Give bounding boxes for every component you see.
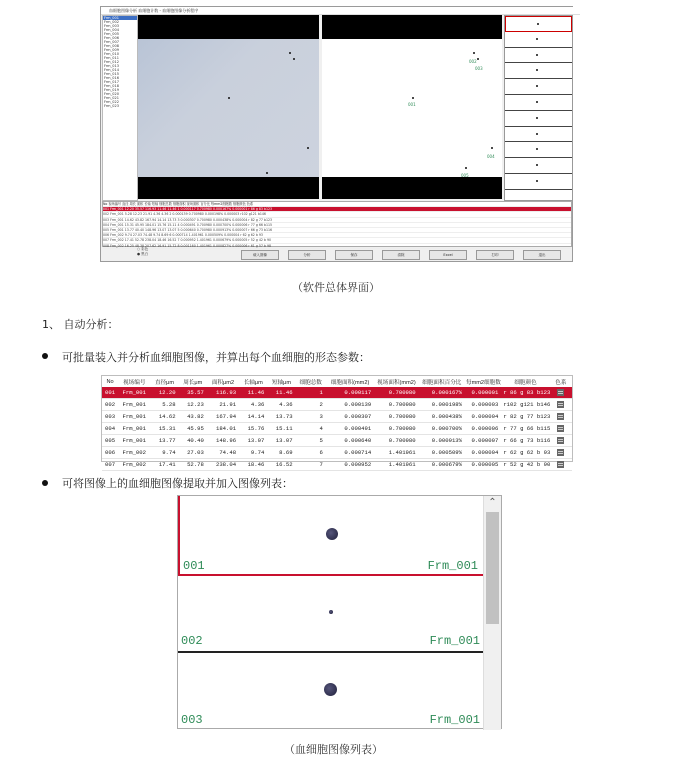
table-cell: 27.03 [187,449,204,456]
file-list-item[interactable]: Frm_018 [104,84,119,88]
cell-image-list[interactable] [178,496,485,730]
thumbnail-cell[interactable] [505,174,572,190]
column-header: 视场编号 [123,379,146,386]
file-list-item[interactable]: Frm_011 [104,56,119,60]
cell-dot [536,180,538,182]
file-list-item[interactable]: Frm_012 [104,60,119,64]
table-cell: Frm_001 [122,413,146,420]
column-header: 面积μm2 [211,379,235,386]
thumbnail-cell[interactable] [505,127,572,143]
table-cell: 0.000007 [471,437,499,444]
cell-dot [536,85,538,87]
cell-label: 002 [469,59,477,64]
vertical-scrollbar[interactable] [483,496,501,730]
analysis-result-view [322,15,502,199]
scroll-up-icon[interactable]: ⌃ [488,497,497,508]
file-list-item[interactable]: Frm_013 [104,64,119,68]
table-cell: 13.07 [247,437,265,444]
table-cell: Frm_001 [122,437,146,444]
table-cell: 4 [319,425,323,432]
cell-label: 003 [475,66,483,71]
color-swatch-cell [550,459,572,471]
file-list-item[interactable]: Frm_016 [104,76,119,80]
bullet-text-2: 可将图像上的血细胞图像提取并加入图像列表： [62,477,293,490]
cell-dot [412,97,414,99]
radio-bw[interactable]: ● 黑白 [137,252,149,256]
column-header: 视场面积(mm2) [377,379,416,386]
table-row[interactable]: 005 Frm_001 13.77 40.40 148.96 13.07 13.07 5 0.000640 0.700980 0.000913% 0.000007 r 66 g 73 b116 [103,228,571,233]
table-cell: 0.000491 [344,425,372,432]
section-heading: 1、 自动分析： [42,318,119,331]
toolbar-button[interactable]: 保存 [335,250,373,260]
table-row[interactable]: 008 Frm_002 16.25 48.38 207.62 16.91 15.72 8 0.001160 1.401961 0.000827% 0.000006 r 61 g 57 b 98 [103,244,571,249]
file-list-item[interactable]: Frm_019 [104,88,119,92]
table-cell: 0.700980 [388,425,416,432]
file-list-item[interactable]: Frm_003 [104,24,119,28]
cell-label: 005 [461,173,469,178]
caption-software-ui: （软件总体界面） [292,281,380,294]
table-cell: 184.01 [215,425,237,432]
color-swatch-icon [557,425,564,432]
table-cell: Frm_001 [122,401,146,408]
cell-label: 001 [408,102,416,107]
column-header: 直径μm [154,379,175,386]
table-cell: 5.28 [162,401,176,408]
cell-dot [536,54,538,56]
cell-dot [307,147,309,149]
thumbnail-cell[interactable] [505,63,572,79]
table-cell: 0.000640 [344,437,372,444]
thumbnail-cell[interactable] [505,111,572,127]
caption-cell-list: （血细胞图像列表） [284,743,383,756]
table-cell: 003 [105,413,116,420]
table-cell: 18.46 [247,461,265,468]
cell-dot [536,148,538,150]
cell-dot [477,58,479,60]
table-row[interactable] [102,459,572,471]
toolbar-button[interactable]: Excel [429,250,467,260]
color-swatch-icon [557,437,564,444]
table-cell: Frm_001 [118,387,150,399]
toolbar-button[interactable]: 清除 [382,250,420,260]
toolbar-button[interactable]: 打印 [476,250,514,260]
thumbnail-cell[interactable] [505,158,572,174]
table-cell: 2 [319,401,323,408]
cell-dot [536,69,538,71]
thumbnail-cell[interactable] [505,95,572,111]
color-swatch-icon [557,449,564,456]
table-cell: 004 [105,425,116,432]
table-cell: 0.700980 [374,387,418,399]
table-cell: 167.94 [215,413,237,420]
table-cell: 002 [105,401,116,408]
file-list[interactable] [102,15,138,201]
bullet-dot [42,480,48,486]
file-list-item[interactable]: Frm_004 [104,28,119,32]
table-cell: 35.57 [179,387,207,399]
color-swatch-cell [550,423,572,435]
table-cell: 0.000004 [471,413,499,420]
table-cell: r 62 g 62 b 93 [503,449,551,456]
table-row[interactable]: 003 Frm_001 14.62 43.82 167.94 14.14 13.73 3 0.000307 0.700980 0.000438% 0.000004 r 82 g 77 b123 [103,218,571,223]
blood-cell-image [326,528,338,540]
table-cell: r 52 g 42 b 90 [503,461,551,468]
table-cell: 4.36 [279,401,293,408]
table-cell: 0.000714 [344,449,372,456]
table-cell: 4.36 [250,401,265,408]
thumbnail-cell[interactable] [505,16,572,32]
file-list-item[interactable]: Frm_005 [104,32,119,36]
thumbnail-cell[interactable] [505,48,572,64]
color-swatch-cell [550,435,572,447]
list-item[interactable] [178,496,485,576]
table-cell: 8.69 [279,449,293,456]
radio-color[interactable]: ○ 彩色 [137,247,149,251]
table-cell: 0.000952 [344,461,372,468]
table-cell: 13.07 [275,437,293,444]
table-row[interactable] [102,399,572,411]
result-table-mini[interactable] [102,201,572,247]
cell-dot [289,52,291,54]
table-row[interactable]: 007 Frm_002 17.41 52.78 238.04 18.46 16.52 7 0.000952 1.401961 0.000679% 0.000005 r 52 g 42 b 90 [103,238,571,243]
table-cell: 0.700980 [388,413,416,420]
table-cell: 116.93 [207,387,239,399]
table-cell: 15.76 [247,425,265,432]
table-cell: 0.000005 [471,461,499,468]
column-header: 细胞颜色 [514,379,537,386]
table-cell: 0.700980 [388,401,416,408]
table-cell: 1.401961 [388,449,416,456]
cell-image-list-screenshot [177,495,502,729]
table-cell: 11.46 [239,387,267,399]
bullet-dot [42,353,48,359]
table-cell: Frm_002 [122,449,146,456]
blood-cell-image [324,683,337,696]
table-row[interactable] [102,435,572,447]
table-cell: 52.78 [187,461,204,468]
table-row[interactable] [102,423,572,435]
file-list-item[interactable]: Frm_014 [104,68,119,72]
table-header [102,376,572,387]
table-cell: r 66 g 73 b116 [503,437,551,444]
table-cell: 14.14 [247,413,265,420]
table-cell: 0.000117 [326,387,374,399]
file-list-item[interactable]: Frm_010 [104,52,119,56]
file-list-item[interactable]: Frm_017 [104,80,119,84]
color-swatch-icon [557,413,564,420]
table-cell: Frm_002 [122,461,146,468]
cell-thumbnail-strip[interactable] [504,15,573,201]
toolbar-button[interactable]: 分析 [288,250,326,260]
bullet-text-1: 可批量装入并分析血细胞图像，并算出每个血细胞的形态参数： [62,351,370,364]
column-header: No [106,378,114,385]
column-header: 细胞总数 [299,379,322,386]
table-cell: 007 [105,461,116,468]
column-header: 细胞面积百分比 [422,379,462,386]
table-cell: 11.46 [267,387,295,399]
table-cell: 148.96 [215,437,237,444]
table-cell: 16.52 [275,461,293,468]
table-cell: 9.74 [250,449,265,456]
table-cell: 45.95 [187,425,204,432]
table-cell: 0.000139 [344,401,372,408]
color-swatch-cell [550,447,572,459]
column-header: 每mm2细胞数 [466,379,501,386]
original-image-view [138,15,319,199]
file-list-item[interactable]: Frm_009 [104,48,119,52]
file-list-item[interactable]: Frm_001 [103,16,137,20]
color-swatch-icon [557,461,564,468]
cell-dot [537,23,539,25]
table-cell: 1.401961 [388,461,416,468]
file-list-item[interactable]: Frm_002 [104,20,119,24]
cell-dot [536,117,538,119]
table-cell: r 86 g 83 b123 [501,387,549,399]
color-swatch-cell [550,411,572,423]
table-row[interactable]: 004 Frm_001 15.31 45.95 184.01 15.76 15.11 4 0.000491 0.700980 0.000700% 0.000006 r 77 g 66 b115 [103,223,571,228]
table-row[interactable] [102,411,572,423]
table-cell: 21.91 [219,401,237,408]
blood-cell-image [329,610,333,614]
table-cell: 001 [102,387,118,399]
column-header: 短轴μm [271,379,292,386]
table-cell: 0.000438% [431,413,463,420]
table-row[interactable] [102,447,572,459]
morphology-table [102,376,572,471]
morphology-table-screenshot [101,375,573,468]
file-list-item[interactable]: Frm_022 [104,100,119,104]
table-row[interactable] [102,387,572,399]
table-cell: 7 [319,461,323,468]
table-cell: 0.000198% [431,401,463,408]
cell-dot [536,133,538,135]
cell-index: 001 [183,559,205,573]
color-swatch-cell [550,387,572,399]
table-cell: 006 [105,449,116,456]
table-cell: 15.31 [158,425,176,432]
table-cell: 15.11 [275,425,293,432]
table-cell: 0.000509% [431,449,463,456]
table-cell: 13.77 [158,437,176,444]
cell-dot [228,97,230,99]
column-header: 长轴μm [243,379,263,386]
cell-dot [293,58,295,60]
toolbar-button[interactable]: 载入图像 [241,250,279,260]
file-list-item[interactable]: Frm_006 [104,36,119,40]
table-cell: 3 [319,413,323,420]
color-swatch-icon [557,389,564,396]
table-cell: 40.40 [187,437,204,444]
table-cell: 0.700980 [388,437,416,444]
table-cell: 0.000307 [344,413,372,420]
color-swatch-cell [550,399,572,411]
table-row[interactable]: 001 Frm_001 12.20 35.57 116.93 11.46 11.46 1 0.000117 0.700980 0.000167% 0.000001 r 86 g 83 b123 [103,207,571,212]
cell-index: 002 [181,634,203,648]
table-cell: 0.000913% [431,437,463,444]
column-header: 色系 [555,379,567,386]
table-cell: 238.04 [215,461,237,468]
cell-dot [491,147,493,149]
cell-dot [473,52,475,54]
toolbar-buttons [241,249,571,261]
color-mode-radios[interactable] [137,247,148,257]
thumbnail-cell[interactable] [505,32,572,48]
scroll-thumb[interactable] [486,512,499,624]
thumbnail-cell[interactable] [505,79,572,95]
table-cell: 6 [319,449,323,456]
table-cell: 43.82 [187,413,204,420]
table-cell: 13.73 [275,413,293,420]
table-cell: 12.20 [150,387,178,399]
color-swatch-icon [557,401,564,408]
file-list-item[interactable]: Frm_021 [104,96,119,100]
table-cell: r102 g121 b146 [503,401,551,408]
column-header: 周长μm [183,379,203,386]
column-header: 细胞面积(mm2) [330,379,370,386]
table-cell: 9.74 [162,449,176,456]
table-cell: 005 [105,437,116,444]
table-cell: 0.000003 [471,401,499,408]
table-cell: 0.000006 [471,425,499,432]
table-cell: 0.000679% [431,461,463,468]
table-cell: r 77 g 66 b115 [503,425,551,432]
list-item[interactable] [178,576,485,653]
window-title: 血细胞图像分析 血细胞计数 - 血细胞图像分析程序 [101,7,580,15]
table-cell: 0.000167% [419,387,465,399]
file-list-item[interactable]: Frm_008 [104,44,119,48]
table-cell: 17.41 [158,461,176,468]
cell-dot [465,167,467,169]
cell-dot [536,38,538,40]
table-cell: r 82 g 77 b123 [503,413,551,420]
table-row[interactable]: 006 Frm_002 9.74 27.03 74.48 9.74 8.69 6 0.000714 1.401961 0.000509% 0.000004 r 62 g 62 b 93 [103,233,571,238]
cell-frame: Frm_001 [429,634,480,648]
table-cell: 12.23 [187,401,204,408]
table-cell: 74.48 [219,449,237,456]
cell-dot [536,164,538,166]
cell-frame: Frm_001 [427,559,478,573]
file-list-item[interactable]: Frm_015 [104,72,119,76]
cell-dot [266,172,268,174]
table-header: No 视场编号 直径 周长 面积 长轴 短轴 细胞总数 细胞面积 视场面积 百分比 每mm2细胞数 细胞颜色 色系 [103,202,571,207]
table-row[interactable]: 002 Frm_001 5.28 12.23 21.91 4.36 4.36 2 0.000139 0.700980 0.000198% 0.000003 r102 g121 b146 [103,212,571,217]
table-cell: 0.000001 [465,387,501,399]
cell-frame: Frm_001 [429,713,480,727]
file-list-item[interactable]: Frm_007 [104,40,119,44]
list-item[interactable] [178,653,485,730]
cell-label: 004 [487,154,495,159]
table-cell: 5 [319,437,323,444]
software-main-window-screenshot [100,6,573,262]
cell-index: 003 [181,713,203,727]
table-cell: 14.62 [158,413,176,420]
cell-dot [536,101,538,103]
table-cell: 0.000700% [431,425,463,432]
file-list-item[interactable]: Frm_023 [104,104,119,108]
table-cell: 1 [296,387,326,399]
file-list-item[interactable]: Frm_020 [104,92,119,96]
thumbnail-cell[interactable] [505,142,572,158]
toolbar-button[interactable]: 退出 [523,250,561,260]
table-cell: Frm_001 [122,425,146,432]
table-cell: 0.000004 [471,449,499,456]
